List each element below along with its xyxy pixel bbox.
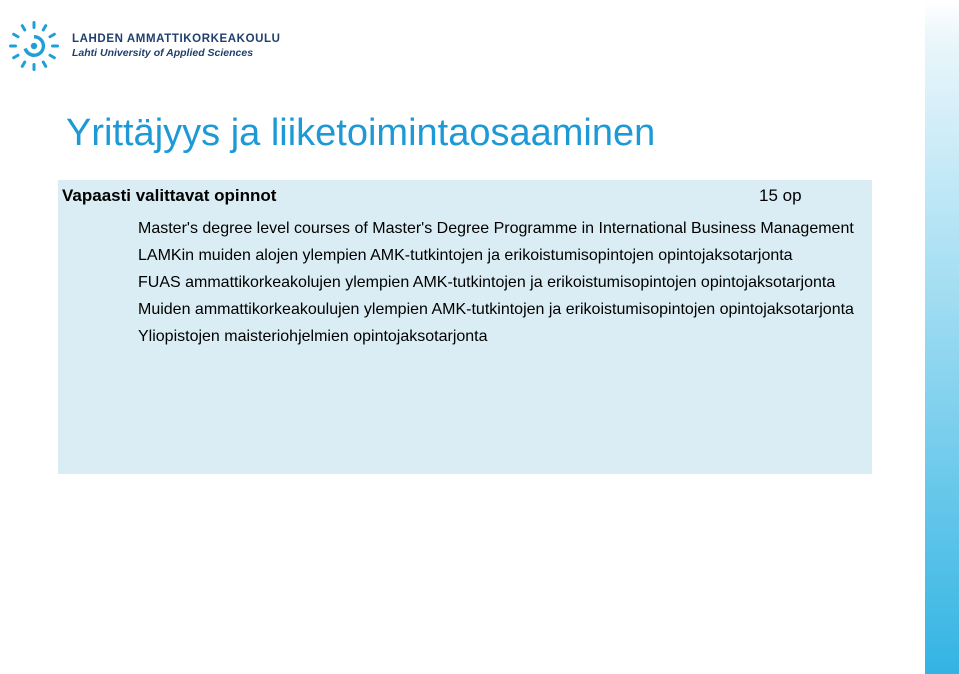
list-item: Master's degree level courses of Master's Degree Programme in International Business Management — [138, 220, 854, 237]
list-item: Yliopistojen maisteriohjelmien opintojaksotarjonta — [138, 328, 488, 345]
decorative-gradient-bar — [925, 0, 959, 674]
course-list — [138, 218, 863, 353]
logo-text — [72, 32, 281, 60]
list-item: FUAS ammattikorkeakolujen ylempien AMK-tutkintojen ja erikoistumisopintojen opintojaksotarjonta — [138, 274, 836, 291]
sun-spiral-logo-icon — [8, 20, 60, 72]
credits-label: 15 op — [759, 186, 802, 205]
logo-name-fi: LAHDEN AMMATTIKORKEAKOULU — [72, 33, 281, 45]
list-item: LAMKin muiden alojen ylempien AMK-tutkintojen ja erikoistumisopintojen opintojaksotarjonta — [138, 247, 793, 264]
page-title: Yrittäjyys ja liiketoimintaosaaminen — [66, 112, 656, 154]
elective-studies-box — [58, 180, 872, 474]
institution-logo — [8, 20, 281, 72]
list-item: Muiden ammattikorkeakoulujen ylempien AMK-tutkintojen ja erikoistumisopintojen opintojaksotarjonta — [138, 301, 854, 318]
logo-name-en: Lahti University of Applied Sciences — [72, 47, 254, 59]
box-header: Vapaasti valittavat opinnot — [62, 186, 277, 205]
